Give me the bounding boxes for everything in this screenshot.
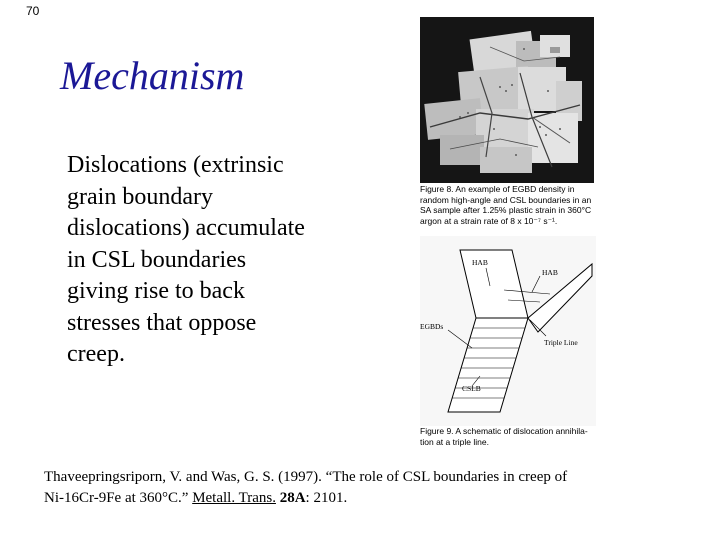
micrograph-image bbox=[420, 17, 594, 183]
hab-label: HAB bbox=[472, 258, 488, 267]
body-line: Dislocations (extrinsic bbox=[67, 152, 284, 178]
slide-number: 70 bbox=[26, 4, 40, 18]
caption-line: Figure 8. An example of EGBD density in bbox=[420, 184, 575, 194]
figure-8-caption bbox=[420, 184, 602, 226]
citation-text: Ni-16Cr-9Fe at 360°C.” bbox=[44, 490, 193, 506]
body-line: stresses that oppose bbox=[67, 309, 257, 336]
citation bbox=[44, 467, 694, 509]
caption-line: argon at a strain rate of 8 x 10⁻⁷ s⁻¹. bbox=[420, 215, 558, 226]
body-text bbox=[67, 150, 367, 371]
citation-line bbox=[44, 488, 694, 509]
slide-title: Mechanism bbox=[60, 53, 245, 98]
figure-9-caption bbox=[420, 426, 602, 447]
body-line: grain boundary bbox=[67, 183, 213, 210]
egbds-label: EGBDs bbox=[420, 322, 444, 331]
body-line: creep. bbox=[67, 341, 125, 367]
journal-volume: 28A bbox=[279, 490, 306, 506]
journal-name: Metall. Trans. bbox=[192, 490, 276, 506]
body-line: dislocations) accumulate bbox=[67, 215, 305, 241]
caption-line: tion at a triple line. bbox=[420, 436, 489, 447]
journal-pages: : 2101. bbox=[305, 490, 348, 506]
caption-line: Figure 9. A schematic of dislocation annihila- bbox=[420, 426, 588, 436]
body-line: giving rise to back bbox=[67, 278, 245, 304]
body-line: in CSL boundaries bbox=[67, 246, 247, 273]
caption-line: SA sample after 1.25% plastic strain in 360°C bbox=[420, 205, 592, 216]
triple-line-label: Triple Line bbox=[544, 338, 578, 347]
citation-line: Thaveepringsriporn, V. and Was, G. S. (1997). “The role of CSL boundaries in creep of bbox=[44, 469, 568, 485]
hab-label: HAB bbox=[542, 268, 558, 277]
cslb-label: CSLB bbox=[462, 384, 481, 393]
triple-line-schematic bbox=[420, 236, 596, 426]
caption-line: random high-angle and CSL boundaries in an bbox=[420, 194, 592, 205]
